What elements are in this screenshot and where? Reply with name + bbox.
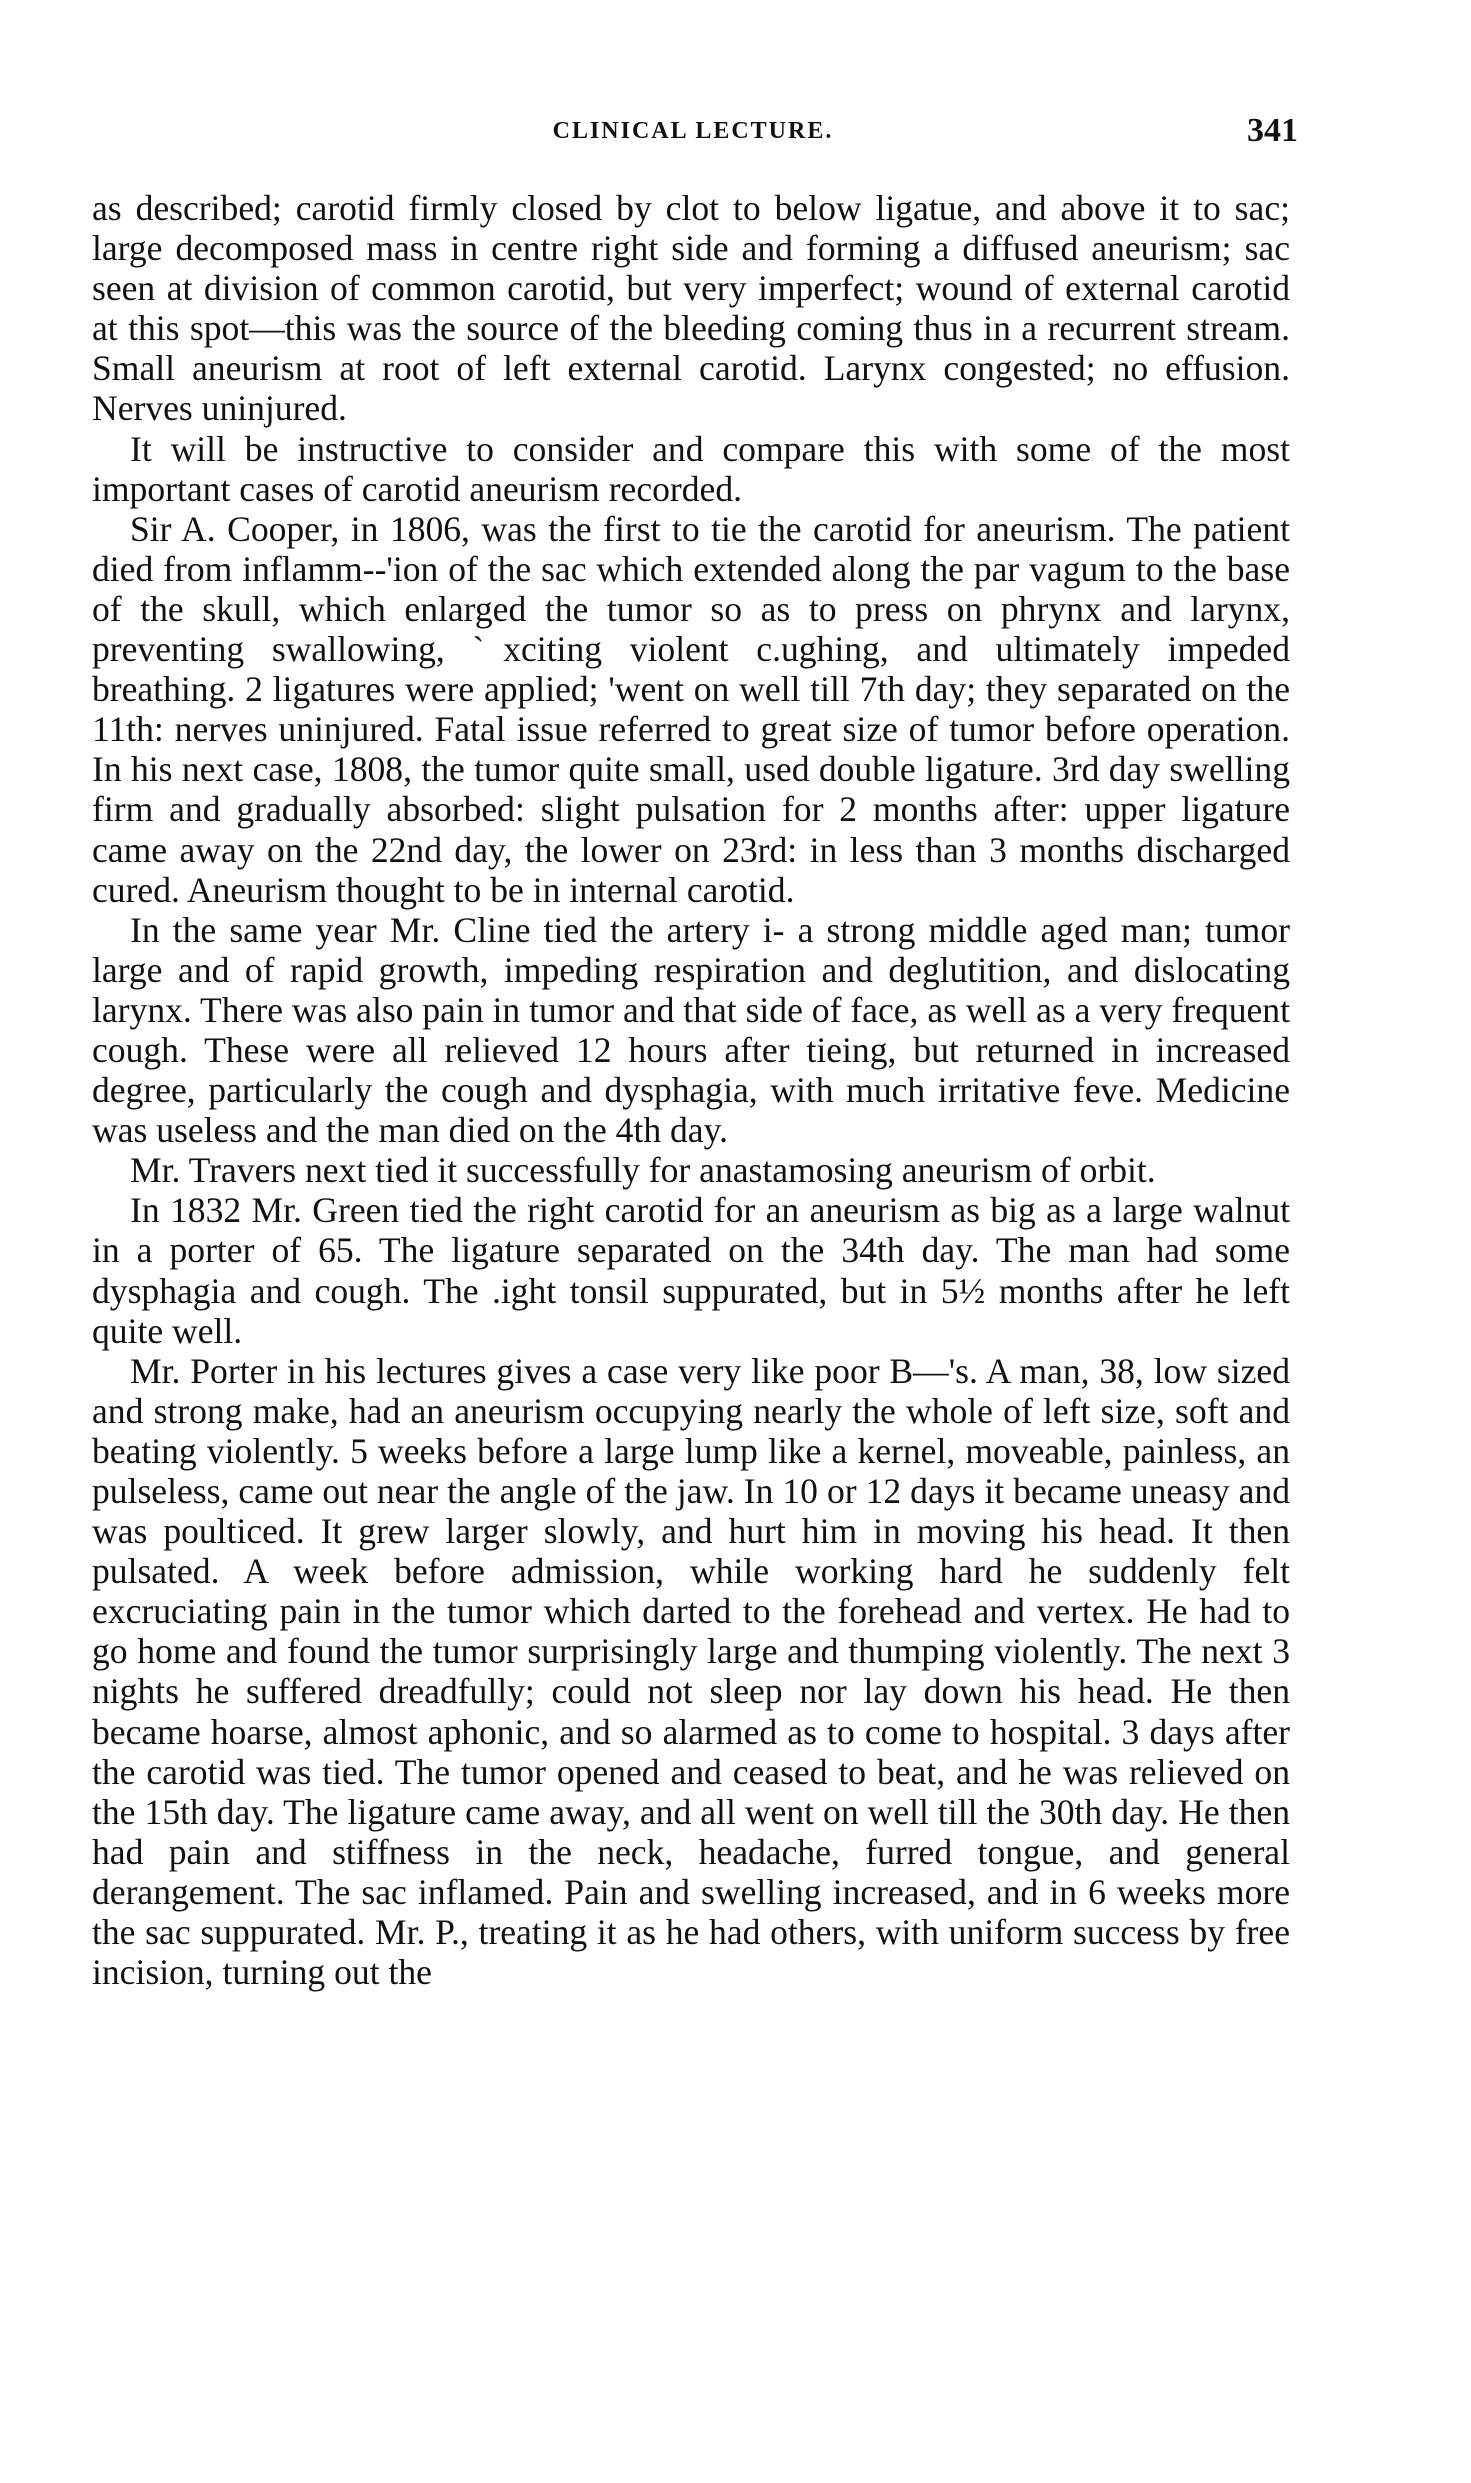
paragraph-cline-case: In the same year Mr. Cline tied the artery i‑ a strong middle aged man; tumor large and of rapid growth, impeding respiration and deglutition, and dislocating larynx. There was also pain in tumor and that side of face, as well as a very frequent cough. These were all relieved 12 hours after tieing, but returned in increased degree, particularly the cough and dysphagia, with much irritative feve. Medicine was useless and the man died on the 4th day.: [92, 909, 1290, 1151]
paragraph-travers-case: Mr. Travers next tied it successfully for anastamosing aneurism of orbit.: [130, 1150, 1156, 1191]
body-text: [92, 188, 1290, 1992]
page-number: 341: [1247, 112, 1298, 149]
paragraph-porter-case: Mr. Porter in his lectures gives a case very like poor B—'s. A man, 38, low sized and strong make, had an aneurism occupying nearly the whole of left size, soft and beating violently. 5 weeks before a large lump like a kernel, moveable, painless, an pulseless, came out near the angle of the jaw. In 10 or 12 days it became uneasy and was poulticed. It grew larger slowly, and hurt him in moving his head. It then pulsated. A week before admission, while working hard he suddenly felt excruciating pain in the tumor which darted to the forehead and vertex. He had to go home and found the tumor surprisingly large and thumping violently. The next 3 nights he suffered dreadfully; could not sleep nor lay down his head. He then became hoarse, almost aphonic, and so alarmed as to come to hospital. 3 days after the carotid was tied. The tumor opened and ceased to beat, and he was relieved on the 15th day. The ligature came away, and all went on well till the 30th day. He then had pain and stiffness in the neck, headache, furred tongue, and general derangement. The sac inflamed. Pain and swelling increased, and in 6 weeks more the sac suppurated. Mr. P., treating it as he had others, with uniform success by free incision, turning out the: [92, 1350, 1290, 1993]
paragraph-green-case: In 1832 Mr. Green tied the right carotid for an aneurism as big as a large walnut in a porter of 65. The ligature separated on the 34th day. The man had some dysphagia and cough. The .ight tonsil suppurated, but in 5½ months after he left quite well.: [92, 1190, 1290, 1351]
paragraph-introduction: It will be instructive to consider and compare this with some of the most important cases of carotid aneurism recorded.: [92, 428, 1290, 509]
paragraph-cooper-case: Sir A. Cooper, in 1806, was the first to tie the carotid for aneurism. The patient died from inflamm‑‑'ion of the sac which extended along the par vagum to the base of the skull, which enlarged the tumor so as to press on phrynx and larynx, preventing swallowing, ˋxciting violent c.ughing, and ultimately impeded breathing. 2 ligatures were applied; 'went on well till 7th day; they separated on the 11th: nerves uninjured. Fatal issue referred to great size of tumor before operation. In his next case, 1808, the tumor quite small, used double ligature. 3rd day swelling firm and gradually absorbed: slight pulsation for 2 months after: upper ligature came away on the 22nd day, the lower on 23rd: in less than 3 months discharged cured. Aneurism thought to be in internal carotid.: [92, 508, 1290, 910]
running-head: CLINICAL LECTURE.: [552, 118, 834, 144]
paragraph-autopsy-continued: as described; carotid firmly closed by clot to below ligatue, and above it to sac; large decomposed mass in centre right side and forming a diffused aneurism; sac seen at division of common carotid, but very imperfect; wound of external carotid at this spot—this was the source of the bleeding coming thus in a recurrent stream. Small aneurism at root of left external carotid. Larynx congested; no effusion. Nerves uninjured.: [92, 188, 1290, 429]
page-header: [88, 112, 1298, 164]
